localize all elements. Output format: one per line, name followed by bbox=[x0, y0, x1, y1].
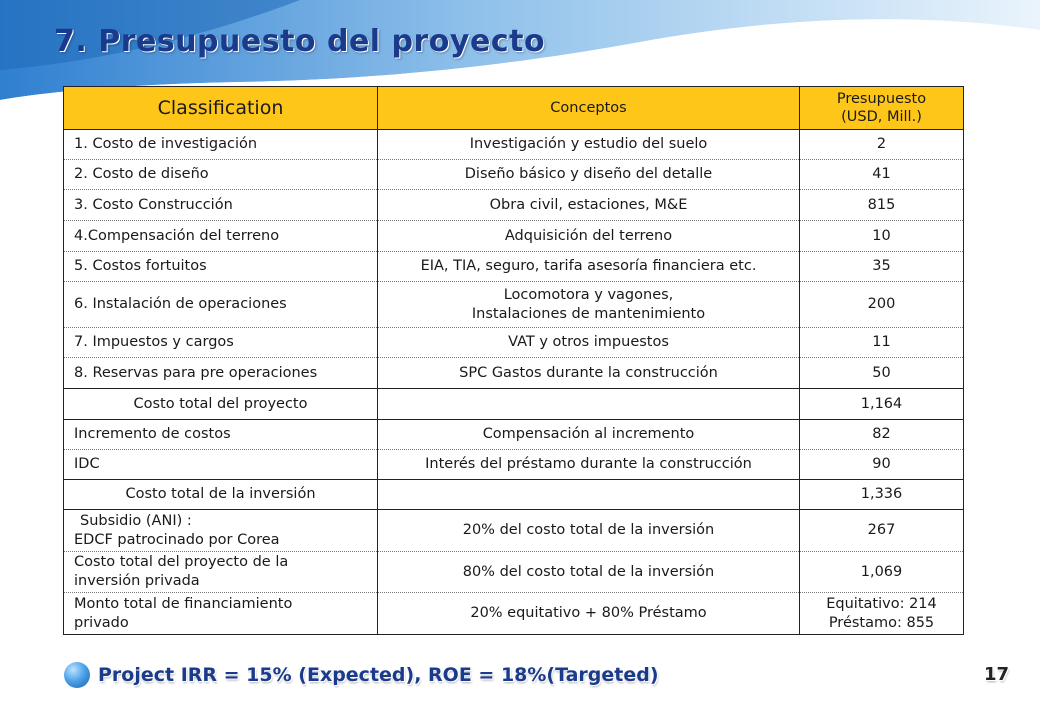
table-row bbox=[64, 552, 964, 593]
row-concepto: VAT y otros impuestos bbox=[378, 328, 800, 358]
row-concepto bbox=[378, 282, 800, 328]
table-row bbox=[64, 160, 964, 190]
row-budget-line1: Equitativo: 214 bbox=[826, 595, 937, 612]
table-row bbox=[64, 282, 964, 328]
table-row bbox=[64, 221, 964, 252]
row-classification-line2: EDCF patrocinado por Corea bbox=[74, 531, 280, 548]
row-concepto-line2: Instalaciones de mantenimiento bbox=[471, 305, 706, 322]
row-classification: IDC bbox=[64, 450, 378, 480]
row-concepto: EIA, TIA, seguro, tarifa asesoría financiera etc. bbox=[378, 252, 800, 282]
row-budget: 200 bbox=[800, 282, 964, 328]
header-classification: Classification bbox=[64, 87, 378, 130]
row-classification: 3. Costo Construcción bbox=[64, 190, 378, 221]
row-budget: 815 bbox=[800, 190, 964, 221]
row-budget: 41 bbox=[800, 160, 964, 190]
table-row bbox=[64, 130, 964, 160]
row-concepto: Interés del préstamo durante la construcción bbox=[378, 450, 800, 480]
row-classification-line1: Costo total del proyecto de la bbox=[74, 554, 289, 570]
row-concepto bbox=[378, 389, 800, 420]
table-row bbox=[64, 420, 964, 450]
row-budget-line2: Préstamo: 855 bbox=[828, 614, 935, 631]
page-number: 17 bbox=[984, 664, 1010, 685]
table-row bbox=[64, 480, 964, 510]
row-concepto: Investigación y estudio del suelo bbox=[378, 130, 800, 160]
row-classification: 6. Instalación de operaciones bbox=[64, 282, 378, 328]
row-classification: 2. Costo de diseño bbox=[64, 160, 378, 190]
table-row bbox=[64, 593, 964, 635]
row-classification: Costo total de la inversión bbox=[64, 480, 378, 510]
row-concepto bbox=[378, 480, 800, 510]
table-row bbox=[64, 389, 964, 420]
row-concepto: Compensación al incremento bbox=[378, 420, 800, 450]
row-concepto: 20% del costo total de la inversión bbox=[378, 510, 800, 552]
row-classification: 7. Impuestos y cargos bbox=[64, 328, 378, 358]
row-concepto: Obra civil, estaciones, M&E bbox=[378, 190, 800, 221]
table-row bbox=[64, 190, 964, 221]
row-classification: 4.Compensación del terreno bbox=[64, 221, 378, 252]
row-budget: 50 bbox=[800, 358, 964, 389]
header-conceptos: Conceptos bbox=[378, 87, 800, 130]
table-row bbox=[64, 328, 964, 358]
header-presupuesto-line1: Presupuesto bbox=[836, 91, 927, 107]
row-classification bbox=[64, 510, 378, 552]
row-classification-line2: privado bbox=[74, 614, 129, 631]
header-presupuesto bbox=[800, 87, 964, 130]
table-header-row bbox=[64, 87, 964, 130]
row-classification: Incremento de costos bbox=[64, 420, 378, 450]
row-budget: 35 bbox=[800, 252, 964, 282]
row-concepto: Adquisición del terreno bbox=[378, 221, 800, 252]
row-budget: 82 bbox=[800, 420, 964, 450]
row-classification-line2: inversión privada bbox=[74, 573, 200, 589]
row-classification: 8. Reservas para pre operaciones bbox=[64, 358, 378, 389]
row-concepto: SPC Gastos durante la construcción bbox=[378, 358, 800, 389]
row-concepto: 80% del costo total de la inversión bbox=[378, 552, 800, 593]
table-row bbox=[64, 510, 964, 552]
row-budget: 11 bbox=[800, 328, 964, 358]
row-classification: 5. Costos fortuitos bbox=[64, 252, 378, 282]
irr-roe-note: Project IRR = 15% (Expected), ROE = 18%(Targeted) bbox=[98, 664, 659, 686]
header-presupuesto-line2: (USD, Mill.) bbox=[841, 109, 922, 125]
row-budget: 1,336 bbox=[800, 480, 964, 510]
row-classification bbox=[64, 593, 378, 635]
row-classification bbox=[64, 552, 378, 593]
row-classification: 1. Costo de investigación bbox=[64, 130, 378, 160]
row-budget: 1,069 bbox=[800, 552, 964, 593]
row-classification-line1: Subsidio (ANI) : bbox=[80, 512, 192, 529]
table-row bbox=[64, 450, 964, 480]
table-row bbox=[64, 252, 964, 282]
blue-bullet-icon bbox=[64, 662, 90, 688]
page-title: 7. Presupuesto del proyecto bbox=[54, 24, 546, 59]
row-budget: 267 bbox=[800, 510, 964, 552]
row-budget: 2 bbox=[800, 130, 964, 160]
table-row bbox=[64, 358, 964, 389]
row-concepto-line1: Locomotora y vagones, bbox=[503, 286, 674, 303]
row-classification: Costo total del proyecto bbox=[64, 389, 378, 420]
row-budget bbox=[800, 593, 964, 635]
footer-note bbox=[64, 662, 659, 688]
row-budget: 10 bbox=[800, 221, 964, 252]
row-budget: 1,164 bbox=[800, 389, 964, 420]
row-classification-line1: Monto total de financiamiento bbox=[74, 595, 293, 612]
row-concepto: 20% equitativo + 80% Préstamo bbox=[378, 593, 800, 635]
row-concepto: Diseño básico y diseño del detalle bbox=[378, 160, 800, 190]
row-budget: 90 bbox=[800, 450, 964, 480]
budget-table bbox=[63, 86, 964, 635]
